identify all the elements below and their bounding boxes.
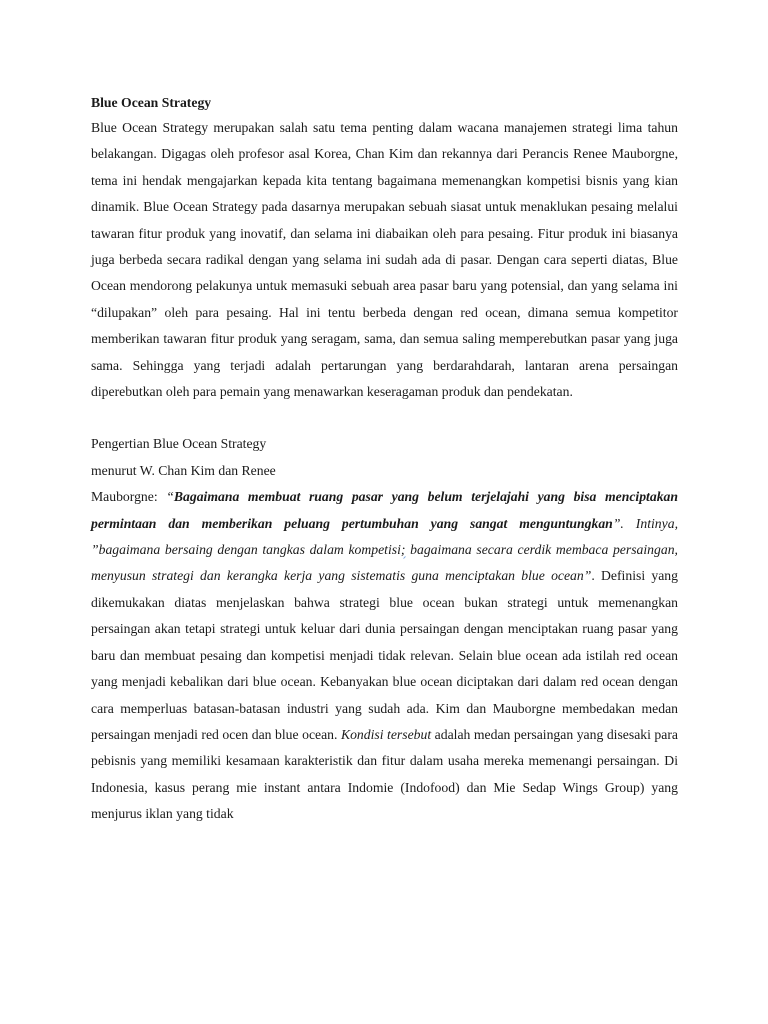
definition-italic-a: ”. Intinya, ”bagaimana bersaing dengan tangkas dalam kompetisi bbox=[91, 515, 678, 558]
definition-italic-b: bagaimana secara cerdik membaca persaingan, menyusun strategi dan kerangka kerja yang sistematis guna menciptakan blue ocean” bbox=[91, 542, 678, 584]
paragraph-intro: Blue Ocean Strategy merupakan salah satu tema penting dalam wacana manajemen strategi lima tahun belakangan. Digagas oleh profesor asal Korea, Chan Kim dan rekannya dari Perancis Renee Mauborgne, tema ini hendak mengajarkan kepada kita tentang bagaimana memenangkan kompetisi bisnis yang kian dinamik. Blue Ocean Strategy pada dasarnya merupakan sebuah siasat untuk menaklukan pesaing melalui tawaran fitur produk yang inovatif, dan selama ini diabaikan oleh para pesaing. Fitur produk ini biasanya juga berbeda secara radikal dengan yang selama ini sudah ada di pasar. Dengan cara seperti diatas, Blue Ocean mendorong pelakunya untuk memasuki sebuah area pasar baru yang potensial, dan yang selama ini “dilupakan” oleh para pesaing. Hal ini tentu berbeda dengan red ocean, dimana semua kompetitor memberikan tawaran fitur produk yang seragam, sama, dan semua saling memperebutkan pasar yang juga sama. Sehingga yang terjadi adalah pertarungan yang berdarahdarah, lantaran arena persaingan diperebutkan oleh para pemain yang menawarkan keseragaman produk dan pendekatan. bbox=[91, 120, 678, 400]
definition-quote: Bagaimana membuat ruang pasar yang belum terjelajahi yang bisa menciptakan permintaan dan memberikan peluang pertumbuhan yang sangat menguntungkan bbox=[91, 489, 678, 531]
spellcheck-mark: ; bbox=[400, 542, 406, 558]
definition-text-a: . Definisi yang dikemukakan diatas menjelaskan bahwa strategi blue ocean bukan strategi untuk memenangkan persaingan akan tetapi strategi untuk keluar dari dunia persaingan dengan menciptakan ruang pasar yang baru dan membuat pesaing dan kompetisi menjadi tidak relevan. Selain blue ocean ada istilah red ocean yang menjadi kebalikan dari blue ocean. Kebanyakan blue ocean diciptakan dari dalam red ocean dengan cara memperluas batasan-batasan industri yang sudah ada. Kim dan Mauborgne membedakan medan persaingan menjadi red ocen dan blue ocean. bbox=[91, 568, 678, 742]
definition-text-b: adalah medan persaingan yang disesaki para pebisnis yang memiliki kesamaan karakteristik dan fitur dalam usaha mereka memenangi persaingan. Di Indonesia, kasus perang mie instant antara Indomie (Indofood) dan Mie Sedap Wings Group) yang menjurus iklan yang tidak bbox=[91, 726, 678, 822]
definition-lead: Mauborgne: bbox=[91, 489, 167, 505]
definition-open-quote: “ bbox=[166, 489, 174, 505]
section-line-1: Pengertian Blue Ocean Strategy bbox=[91, 436, 267, 452]
paragraph-spacer bbox=[91, 405, 678, 431]
definition-italic-c: Kondisi tersebut bbox=[340, 726, 432, 742]
paragraph-definition bbox=[91, 484, 678, 827]
document-body bbox=[91, 91, 678, 828]
section-line-2: menurut W. Chan Kim dan Renee bbox=[91, 462, 276, 478]
document-title: Blue Ocean Strategy bbox=[91, 95, 212, 110]
